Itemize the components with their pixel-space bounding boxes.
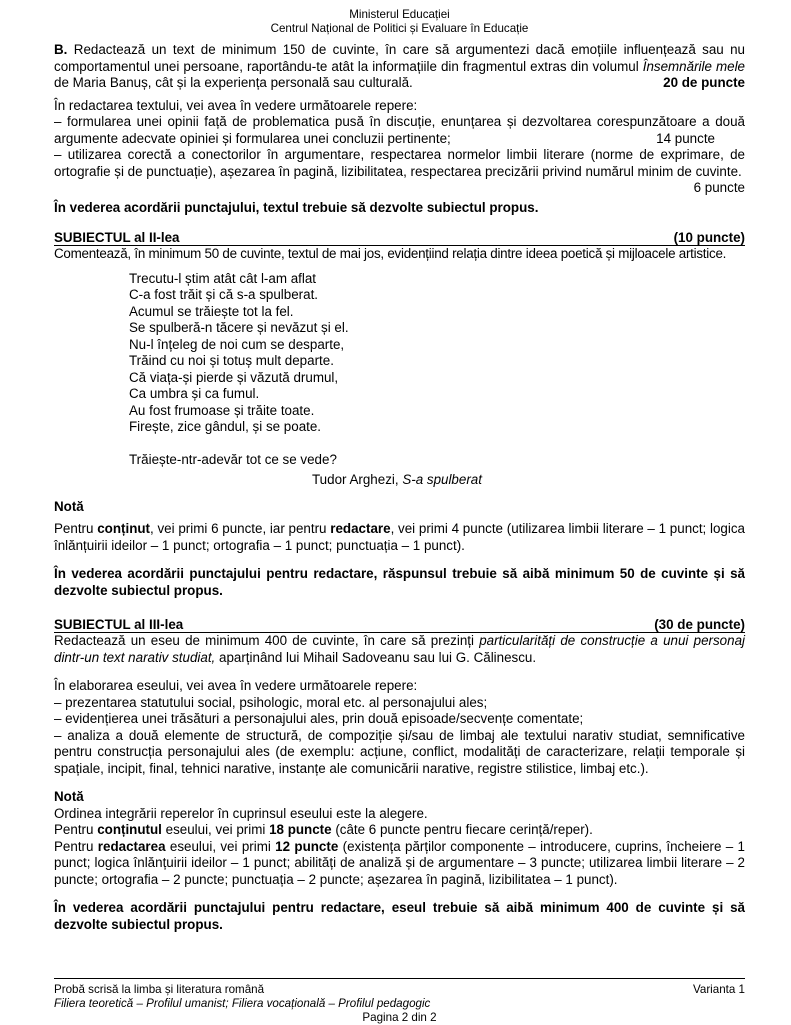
subject-2 [54, 230, 745, 599]
page-header [54, 8, 745, 36]
subject-3-heading [54, 617, 745, 633]
poem-line: Firește, zice gândul, și se poate. [129, 419, 322, 434]
part-b-label: B. [54, 42, 68, 57]
subject-3-criterion: – evidențierea unei trăsături a personajului ales, prin două episoade/secvențe comentate; [54, 711, 584, 726]
subject-3-title: SUBIECTUL al III-lea [54, 617, 184, 632]
ministry-name: Ministerul Educației [349, 8, 450, 21]
poem-line: C-a fost trăit și că s-a spulberat. [129, 287, 319, 302]
subject-3-content-note: Pentru conținutul eseului, vei primi 18 puncte (câte 6 puncte pentru fiecare cerință/reper). [54, 822, 593, 837]
exam-track: Filiera teoretică – Profilul umanist; Filiera vocațională – Profilul pedagogic [54, 997, 431, 1010]
poem-line: Că viața-și pierde și văzută drumul, [129, 369, 339, 385]
part-b-criterion-2: – utilizarea corectă a conectorilor în argumentare, respectarea normelor limbii literare (norme de exprimare, de ortografie și de punctuație), așezarea în pagină, lizibilitatea, respectarea precizării privind numărul minim de cuvinte. [54, 147, 745, 179]
poem-line: Trăind cu noi și totuș mult departe. [129, 353, 334, 368]
criterion-2-points: 6 puncte [693, 180, 745, 195]
subject-3-criterion: – prezentarea statutului social, psihologic, moral etc. al personajului ales; [54, 694, 488, 710]
part-b-task: B. Redactează un text de minimum 150 de cuvinte, în care să argumentezi dacă emoțiile influențează sau nu comportamentul unei persoane, raportându-te atât la informațiile din fragmentul extras din volumul Însemnările mele de Maria Banuș, cât și la experiența personală sau culturală. 20 de puncte [54, 42, 745, 90]
variant-label: Varianta 1 [693, 983, 745, 996]
page-number: Pagina 2 din 2 [362, 1011, 437, 1024]
part-b-note: În vederea acordării punctajului, textul trebuie să dezvolte subiectul propus. [54, 199, 539, 215]
poem-attribution [312, 472, 745, 489]
poem-author: Tudor Arghezi, [312, 472, 403, 487]
subject-3-note-title: Notă [54, 789, 84, 804]
poem-line: Nu-l înțeleg de noi cum se desparte, [129, 336, 345, 352]
subject-2-title: SUBIECTUL al II-lea [54, 230, 180, 245]
subject-3-criterion: – analiza a două elemente de structură, de compoziție și/sau de limbaj ale textului narativ studiat, semnificative pentru construcția personajului ales (de exemplu: acțiune, conflict, modalități de caracterizare, relații temporale și spațiale, incipit, final, tehnici narative, instanțe ale comunicării narative, registre stilistice, limbaj etc.). [54, 727, 745, 776]
subject-3-task: Redactează un eseu de minimum 400 de cuvinte, în care să prezinți particularități de construcție a unui personaj dintr-un text narativ studiat, aparținând lui Mihail Sadoveanu sau lui G. Călinescu. [54, 633, 745, 665]
subject-3-writing-note: Pentru redactarea eseului, vei primi 12 puncte (existența părților componente – introducere, cuprins, încheiere – 1 punct; logica înlănțuirii ideilor – 1 punct; abilități de analiză și de argumentare – 3 puncte; utilizarea limbii literare – 2 puncte; ortografia – 2 puncte; punctuația – 2 puncte; așezarea în pagină, lizibilitatea – 1 punct). [54, 838, 745, 887]
subject-3-points: (30 de puncte) [654, 617, 745, 632]
poem-title: S-a spulberat [402, 472, 482, 487]
subject-3-bold-note: În vederea acordării punctajului pentru redactare, eseul trebuie să aibă minimum 400 de cuvinte și să dezvolte subiectul propus. [54, 900, 745, 932]
subject-3-note-line: Ordinea integrării reperelor în cuprinsul eseului este la alegere. [54, 805, 428, 821]
criterion-1-points: 14 puncte [656, 130, 715, 146]
poem-line: Acumul se trăiește tot la fel. [129, 303, 294, 319]
poem-line: Trăiește-ntr-adevăr tot ce se vede? [129, 451, 337, 467]
subject-3 [54, 617, 745, 933]
subject-2-note: Pentru conținut, vei primi 6 puncte, iar pentru redactare, vei primi 4 puncte (utilizarea limbii literare – 1 punct; logica înlănțuirii ideilor – 1 punct; ortografia – 1 punct; punctuația – 1 punct). [54, 521, 745, 553]
work-title: Însemnările mele [642, 58, 745, 74]
subject-2-note-title: Notă [54, 498, 84, 514]
poem-line: Ca umbra și ca fumul. [129, 386, 260, 401]
page-footer [54, 978, 745, 1025]
subject-3-intro: În elaborarea eseului, vei avea în vedere următoarele repere: [54, 678, 418, 693]
poem-line: Se spulberă-n tăcere și nevăzut și el. [129, 320, 349, 335]
poem-line: Trecutu-l știm atât cât l-am aflat [129, 270, 317, 286]
subject-2-heading [54, 230, 745, 246]
poem [129, 271, 745, 469]
exam-name: Probă scrisă la limba și literatura română [54, 983, 265, 996]
center-name: Centrul Național de Politici și Evaluare în Educație [270, 22, 529, 35]
part-b-points: 20 de puncte [663, 75, 745, 90]
part-b-intro: În redactarea textului, vei avea în vedere următoarele repere: [54, 97, 418, 113]
subject-2-points: (10 puncte) [673, 230, 745, 245]
subject-2-bold-note: În vederea acordării punctajului pentru redactare, răspunsul trebuie să aibă minimum 50 de cuvinte și să dezvolte subiectul propus. [54, 566, 745, 598]
exam-page [54, 0, 745, 933]
part-b-criterion-1: – formularea unei opinii față de problematica pusă în discuție, enunțarea și dezvoltarea corespunzătoare a două argumente adecvate opiniei și formularea unei concluzii pertinente; 14 puncte [54, 114, 745, 146]
subject-2-task: Comentează, în minimum 50 de cuvinte, textul de mai jos, evidențiind relația dintre ideea poetică și mijloacele artistice. [54, 246, 727, 261]
poem-line: Au fost frumoase și trăite toate. [129, 402, 315, 418]
part-b [54, 42, 745, 216]
